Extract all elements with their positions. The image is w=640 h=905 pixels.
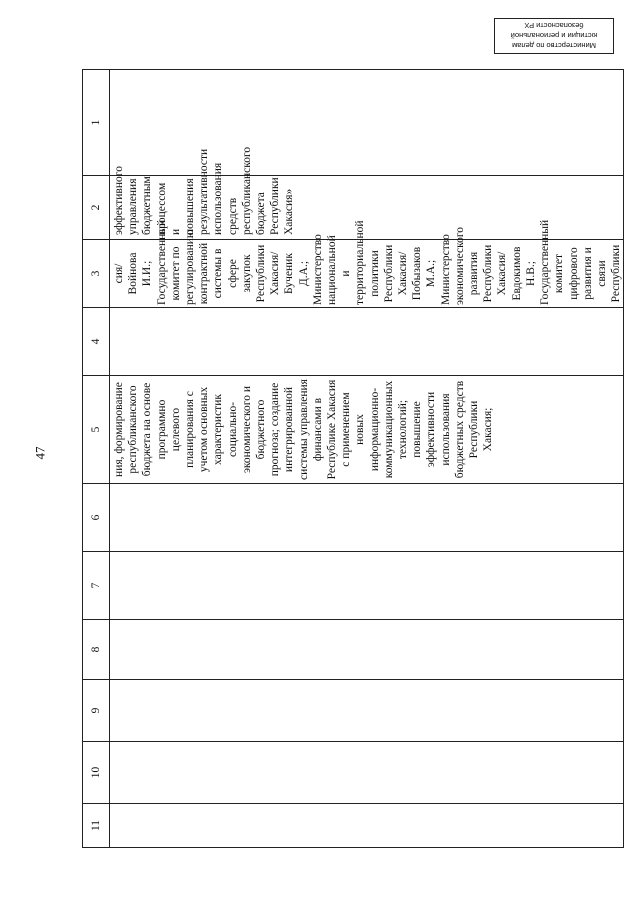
cell-col-7 [110,552,624,620]
header-col-3: 3 [83,240,110,308]
header-col-4: 4 [83,308,110,376]
cell-col-5-measures: ния, формирование республиканского бюджета на основе программно целевого планирования с учетом основных характеристик социально-экономического и бюджетного прогноза; создание интегрированной системы управления финансами в Республике Хакасия с применением новых информационно-коммуникационных технологий; повышение эффективности использования бюджетных средств Республики Хакасия; [110,376,624,484]
cell-col-9 [110,680,624,742]
header-row [83,70,110,848]
header-col-5: 5 [83,376,110,484]
cell-col-10 [110,742,624,804]
rotated-table-wrapper [82,70,623,848]
program-table [82,69,624,848]
header-col-6: 6 [83,484,110,552]
stamp-line-1: Министерство по делам [512,41,596,50]
page-number: 47 [32,446,48,460]
cell-col-11 [110,804,624,848]
stamp-line-3: безопасности РХ [524,21,584,30]
header-col-10: 10 [83,742,110,804]
cell-col-4 [110,308,624,376]
cell-col-1 [110,70,624,176]
header-col-2: 2 [83,176,110,240]
cell-col-2-program-name: эффективного управления бюджетным процессом и повышения результативности использования средств республиканского бюджета Республики Хакасия» [110,176,624,240]
header-col-1: 1 [83,70,110,176]
header-col-9: 9 [83,680,110,742]
stamp-line-2: юстиции и региональной [510,31,598,40]
ministry-stamp [494,18,614,54]
header-col-8: 8 [83,620,110,680]
cell-col-8 [110,620,624,680]
header-col-7: 7 [83,552,110,620]
cell-col-3-responsible: сия/ Войнова И.И.; Государственный комитет по регулированию контрактной системы в сфере закупок Республики Хакасия/ Бученик Д.А.; Министерство национальной и территориальной политики Республики Хакасия/ Побызаков М.А.; Министерство экономического развития Республики Хакасия/ Евдокимов Н.В.; Государственный комитет цифрового развития и связи Республики [110,240,624,308]
cell-col-6 [110,484,624,552]
header-col-11: 11 [83,804,110,848]
table-row [110,70,624,848]
